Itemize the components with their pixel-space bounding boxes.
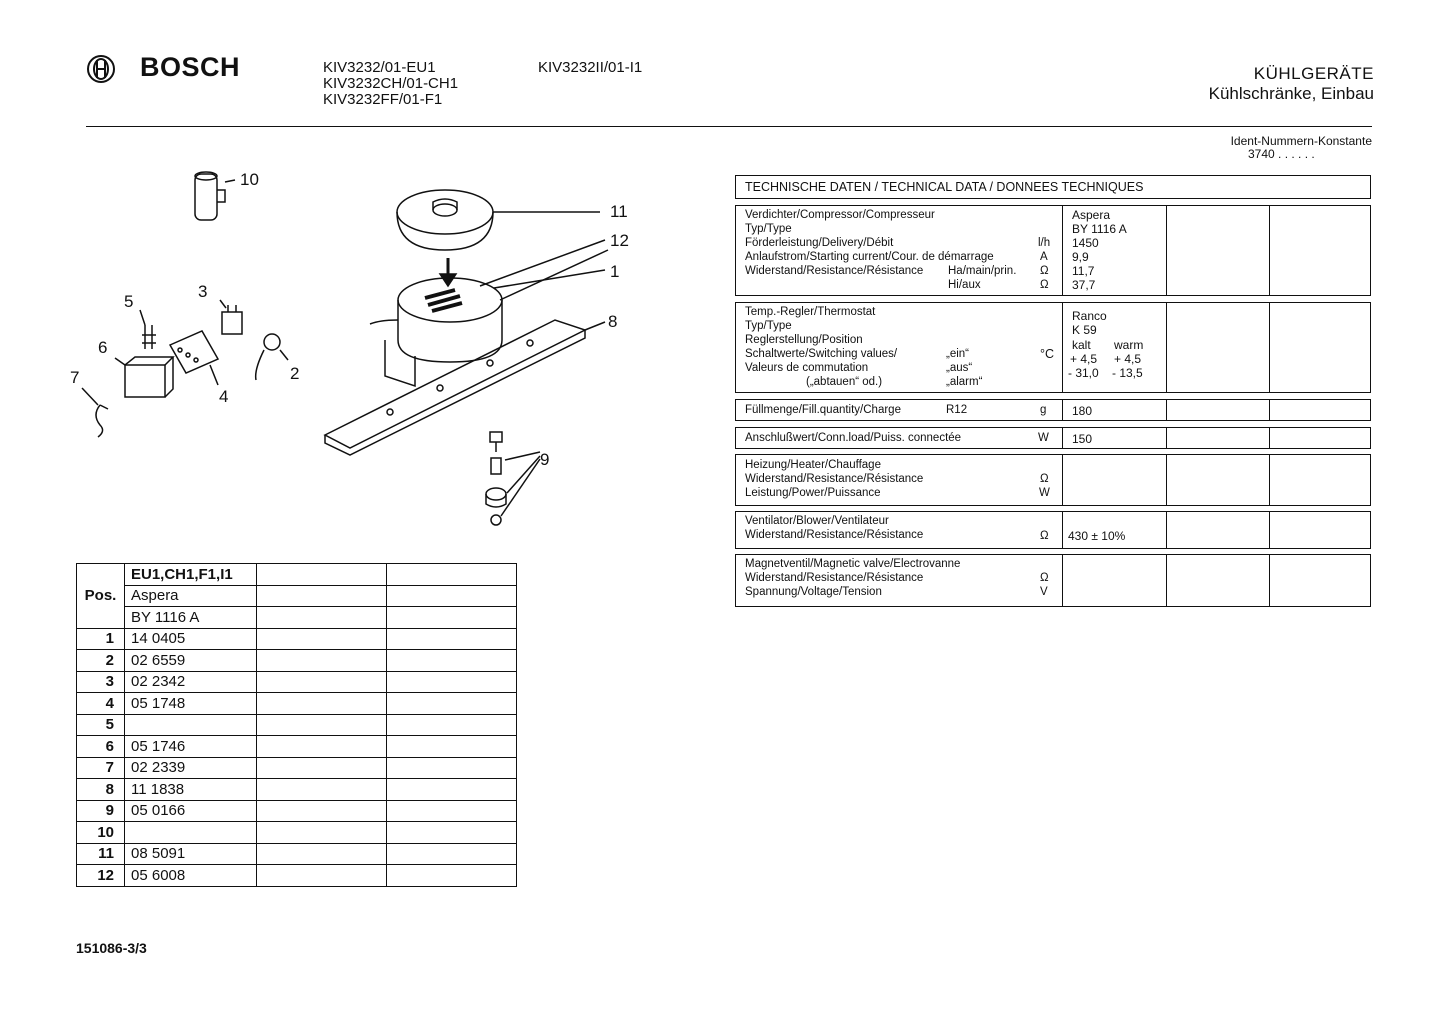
ident-value: 3740 . . . . . . bbox=[1248, 147, 1315, 161]
table-row bbox=[77, 843, 517, 865]
pos-number: 1 bbox=[77, 628, 125, 650]
model-number: KIV3232/01-EU1 bbox=[323, 59, 436, 76]
unit: Ω bbox=[1040, 279, 1049, 291]
row-label: Füllmenge/Fill.quantity/Charge bbox=[745, 404, 901, 416]
table-row bbox=[77, 822, 517, 844]
part-number: 02 2339 bbox=[125, 757, 257, 779]
value: 11,7 bbox=[1072, 264, 1095, 278]
relay-box-part-icon bbox=[115, 357, 173, 397]
callout-label: 7 bbox=[70, 368, 80, 387]
table-row bbox=[77, 779, 517, 801]
value: 9,9 bbox=[1072, 250, 1089, 264]
part-number bbox=[125, 714, 257, 736]
section-label: Heizung/Heater/Chauffage bbox=[745, 459, 881, 471]
value: 37,7 bbox=[1072, 278, 1096, 292]
unit: Ω bbox=[1040, 265, 1049, 277]
variant-header: EU1,CH1,F1,I1 bbox=[125, 564, 257, 586]
connected-load-section bbox=[735, 427, 1371, 449]
part-number: 02 6559 bbox=[125, 650, 257, 672]
table-row bbox=[77, 693, 517, 715]
row-label: Widerstand/Resistance/Résistance bbox=[745, 529, 924, 541]
callout-label: 2 bbox=[290, 364, 300, 383]
row-label: Typ/Type bbox=[745, 223, 792, 235]
unit: Ω bbox=[1040, 572, 1049, 584]
unit: g bbox=[1040, 404, 1047, 416]
compressor-type-header: BY 1116 A bbox=[125, 607, 257, 629]
cover-plug-part-icon bbox=[256, 334, 288, 380]
pos-number: 3 bbox=[77, 671, 125, 693]
row-label: Leistung/Power/Puissance bbox=[745, 487, 881, 499]
row-label: Widerstand/Resistance/Résistance bbox=[745, 572, 924, 584]
table-row bbox=[77, 736, 517, 758]
header-divider bbox=[86, 126, 1372, 127]
table-row bbox=[77, 757, 517, 779]
row-label: Schaltwerte/Switching values/ bbox=[745, 348, 898, 360]
row-label: Reglerstellung/Position bbox=[745, 334, 863, 346]
clip-part-icon bbox=[140, 310, 156, 349]
row-sublabel: Hi/aux bbox=[948, 279, 981, 291]
thermostat-part-icon bbox=[170, 331, 218, 385]
cover-cap-part-icon bbox=[397, 190, 600, 250]
part-number: 14 0405 bbox=[125, 628, 257, 650]
state-label: „ein“ bbox=[946, 348, 970, 360]
pos-number: 6 bbox=[77, 736, 125, 758]
pos-number: 10 bbox=[77, 822, 125, 844]
section-label: Verdichter/Compressor/Compresseur bbox=[745, 209, 935, 221]
unit: W bbox=[1038, 432, 1049, 444]
tech-data-title: TECHNISCHE DATEN / TECHNICAL DATA / DONNEES TECHNIQUES bbox=[745, 180, 1144, 194]
value: warm bbox=[1114, 338, 1144, 352]
row-label: Valeurs de commutation bbox=[745, 362, 869, 374]
value: + 4,5 bbox=[1070, 352, 1098, 366]
part-number: 11 1838 bbox=[125, 779, 257, 801]
pos-number: 7 bbox=[77, 757, 125, 779]
model-number: KIV3232FF/01-F1 bbox=[323, 91, 443, 108]
value: 1450 bbox=[1072, 236, 1099, 250]
value: - 31,0 bbox=[1068, 366, 1099, 380]
value: - 13,5 bbox=[1112, 366, 1143, 380]
callout-label: 1 bbox=[610, 262, 620, 281]
row-label: („abtauen“ od.) bbox=[806, 376, 883, 388]
section-label: Ventilator/Blower/Ventilateur bbox=[745, 515, 889, 527]
model-list-2 bbox=[538, 60, 642, 76]
category-subtitle: Kühlschränke, Einbau bbox=[1208, 84, 1374, 103]
document-number: 151086-3/3 bbox=[76, 940, 147, 956]
refrigerant: R12 bbox=[946, 404, 968, 416]
row-label: Widerstand/Resistance/Résistance bbox=[745, 473, 924, 485]
tech-data-title-box bbox=[735, 175, 1371, 199]
callout-label: 11 bbox=[610, 202, 628, 221]
state-label: „aus“ bbox=[946, 362, 973, 374]
unit: Ω bbox=[1040, 473, 1049, 485]
row-label: Typ/Type bbox=[745, 320, 792, 332]
brand-name: BOSCH bbox=[140, 52, 241, 82]
pos-number: 12 bbox=[77, 865, 125, 887]
pos-number: 11 bbox=[77, 843, 125, 865]
value: 180 bbox=[1072, 404, 1093, 418]
row-label: Anschlußwert/Conn.load/Puiss. connectée bbox=[745, 432, 962, 444]
pos-number: 8 bbox=[77, 779, 125, 801]
exploded-parts-diagram bbox=[60, 160, 670, 540]
value: Ranco bbox=[1072, 309, 1107, 323]
pos-number: 4 bbox=[77, 693, 125, 715]
fastener-set-part-icon bbox=[486, 432, 540, 525]
wire-clip-part-icon bbox=[82, 388, 108, 437]
heater-section bbox=[735, 454, 1371, 506]
thermostat-section bbox=[735, 302, 1371, 393]
capacitor-part-icon bbox=[195, 172, 235, 220]
unit: V bbox=[1040, 586, 1048, 598]
fill-quantity-section bbox=[735, 399, 1371, 421]
unit: °C bbox=[1040, 347, 1055, 361]
table-row bbox=[77, 714, 517, 736]
unit: A bbox=[1040, 251, 1048, 263]
value: 150 bbox=[1072, 432, 1093, 446]
callout-label: 10 bbox=[240, 170, 259, 189]
callout-label: 9 bbox=[540, 450, 550, 469]
section-label: Temp.-Regler/Thermostat bbox=[745, 306, 876, 318]
compressor-section bbox=[735, 205, 1371, 296]
unit: W bbox=[1039, 487, 1050, 499]
blower-section bbox=[735, 511, 1371, 549]
model-list-1 bbox=[323, 60, 458, 108]
pos-number: 2 bbox=[77, 650, 125, 672]
part-number: 05 1748 bbox=[125, 693, 257, 715]
mounting-rail-part-icon bbox=[325, 320, 605, 455]
row-label: Spannung/Voltage/Tension bbox=[745, 586, 882, 598]
value: BY 1116 A bbox=[1072, 222, 1127, 236]
unit: l/h bbox=[1038, 237, 1051, 249]
part-number: 05 0166 bbox=[125, 800, 257, 822]
callout-label: 3 bbox=[198, 282, 208, 301]
pos-number: 9 bbox=[77, 800, 125, 822]
part-number bbox=[125, 822, 257, 844]
pos-header: Pos. bbox=[77, 564, 125, 629]
value: K 59 bbox=[1072, 323, 1097, 337]
callout-label: 12 bbox=[610, 231, 629, 250]
callout-label: 4 bbox=[219, 387, 229, 406]
section-label: Magnetventil/Magnetic valve/Electrovanne bbox=[745, 558, 961, 570]
table-row bbox=[77, 865, 517, 887]
magnetic-valve-section bbox=[735, 554, 1371, 607]
model-number: KIV3232CH/01-CH1 bbox=[323, 75, 459, 92]
part-number: 05 6008 bbox=[125, 865, 257, 887]
unit: Ω bbox=[1040, 530, 1049, 542]
part-number: 02 2342 bbox=[125, 671, 257, 693]
switch-part-icon bbox=[220, 300, 242, 334]
value: 430 ± 10% bbox=[1068, 529, 1126, 543]
row-sublabel: Ha/main/prin. bbox=[948, 265, 1017, 277]
part-number: 05 1746 bbox=[125, 736, 257, 758]
row-label: Widerstand/Resistance/Résistance bbox=[745, 265, 924, 277]
model-number: KIV3232II/01-I1 bbox=[538, 59, 643, 76]
callout-label: 6 bbox=[98, 338, 108, 357]
pos-number: 5 bbox=[77, 714, 125, 736]
row-label: Förderleistung/Delivery/Débit bbox=[745, 237, 894, 249]
parts-table bbox=[76, 563, 517, 887]
value: + 4,5 bbox=[1114, 352, 1142, 366]
state-label: „alarm“ bbox=[946, 376, 983, 388]
bosch-logo-icon bbox=[86, 54, 116, 84]
table-row bbox=[77, 800, 517, 822]
value: kalt bbox=[1072, 338, 1091, 352]
part-number: 08 5091 bbox=[125, 843, 257, 865]
table-row bbox=[77, 650, 517, 672]
callout-label: 5 bbox=[124, 292, 134, 311]
callout-label: 8 bbox=[608, 312, 618, 331]
table-row bbox=[77, 671, 517, 693]
ident-label: Ident-Nummern-Konstante bbox=[1230, 134, 1372, 148]
compressor-brand-header: Aspera bbox=[125, 585, 257, 607]
row-label: Anlaufstrom/Starting current/Cour. de démarrage bbox=[745, 251, 994, 263]
table-row bbox=[77, 628, 517, 650]
category-title: KÜHLGERÄTE bbox=[1253, 64, 1374, 83]
value: Aspera bbox=[1072, 208, 1111, 222]
